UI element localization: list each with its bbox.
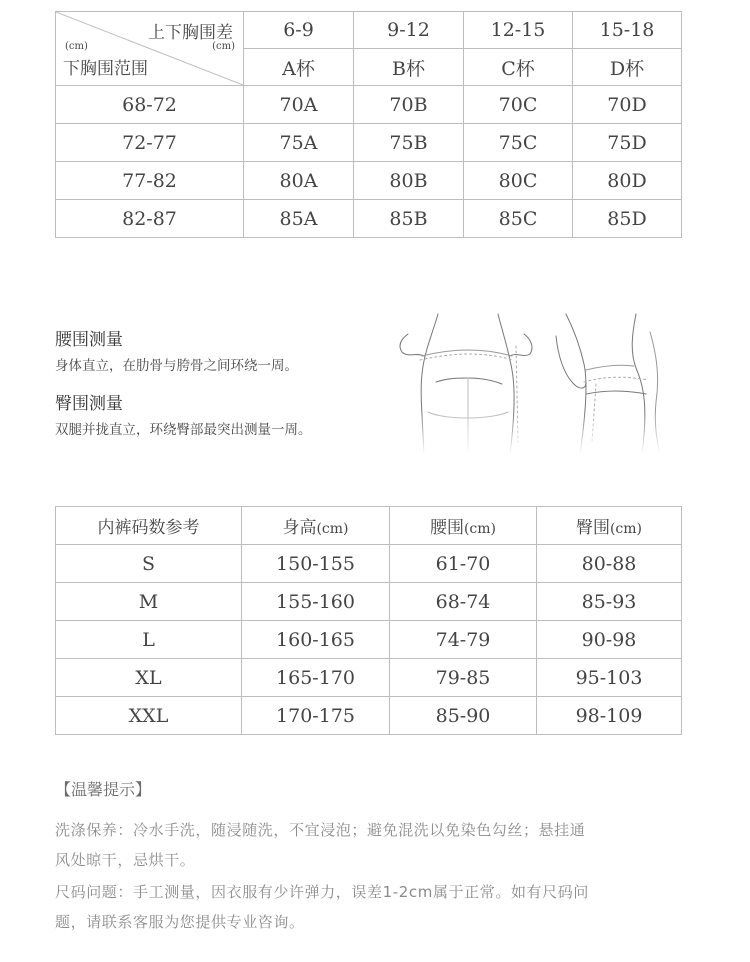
unit-label: (cm) — [609, 521, 643, 537]
bust-difference-label: 上下胸围差 — [148, 23, 233, 43]
bra-size: 70A — [244, 86, 354, 124]
bra-size: 85B — [354, 200, 464, 238]
diff-header: 6-9 — [244, 12, 354, 49]
bra-size: 85D — [573, 200, 682, 238]
underbust-range: 82-87 — [56, 200, 244, 238]
waist-range: 74-79 — [390, 621, 537, 659]
size-code: M — [56, 583, 242, 621]
underbust-range: 77-82 — [56, 162, 244, 200]
table-row — [56, 583, 682, 621]
table-row — [56, 162, 682, 200]
waist-measure-title: 腰围测量 — [55, 330, 123, 350]
table-row — [56, 545, 682, 583]
bra-size: 75C — [464, 124, 573, 162]
tips-title: 【温馨提示】 — [55, 780, 152, 799]
measuring-illustration — [398, 312, 688, 454]
bra-size: 70B — [354, 86, 464, 124]
bra-size-table — [55, 11, 682, 238]
underbust-range: 68-72 — [56, 86, 244, 124]
bra-size: 75D — [573, 124, 682, 162]
waist-range: 85-90 — [390, 697, 537, 735]
wash-tip-line-1: 洗涤保养：冷水手洗，随浸随洗，不宜浸泡；避免混洗以免染色勾丝；悬挂通 — [55, 821, 586, 839]
underbust-range: 72-77 — [56, 124, 244, 162]
height-range: 160-165 — [242, 621, 390, 659]
waist-range: 79-85 — [390, 659, 537, 697]
unit-label-right: (cm) — [212, 41, 235, 52]
hip-measure-block — [55, 389, 312, 438]
unit-label: (cm) — [316, 521, 349, 537]
size-code: XXL — [56, 697, 242, 735]
hip-measure-title: 臀围测量 — [55, 394, 123, 414]
table-row — [56, 621, 682, 659]
waist-measure-desc: 身体直立，在肋骨与胯骨之间环绕一周。 — [55, 358, 298, 374]
diff-header: 12-15 — [464, 12, 573, 49]
table-header-row — [56, 507, 682, 545]
size-code: S — [56, 545, 242, 583]
table-row — [56, 200, 682, 238]
unit-label: (cm) — [463, 521, 497, 537]
bra-size: 70C — [464, 86, 573, 124]
waist-range: 61-70 — [390, 545, 537, 583]
size-tip-line-2: 题，请联系客服为您提供专业咨询。 — [55, 913, 305, 931]
height-range: 150-155 — [242, 545, 390, 583]
unit-label-left: (cm) — [65, 41, 88, 52]
cup-header: A杯 — [244, 49, 354, 86]
table-row — [56, 697, 682, 735]
size-tip-line-1: 尺码问题：手工测量，因衣服有少许弹力，误差1-2cm属于正常。如有尺码问 — [55, 883, 589, 901]
header-height: 身高(cm) — [242, 507, 390, 545]
waist-range: 68-74 — [390, 583, 537, 621]
cup-header: B杯 — [354, 49, 464, 86]
bra-size: 80B — [354, 162, 464, 200]
cup-header: C杯 — [464, 49, 573, 86]
bra-size: 70D — [573, 86, 682, 124]
bra-size: 85A — [244, 200, 354, 238]
header-waist: 腰围(cm) — [390, 507, 537, 545]
hip-range: 90-98 — [537, 621, 682, 659]
hip-range: 95-103 — [537, 659, 682, 697]
wash-tip-line-2: 风处晾干，忌烘干。 — [55, 851, 196, 869]
bra-size: 80A — [244, 162, 354, 200]
size-code: XL — [56, 659, 242, 697]
underbust-range-label: 下胸围范围 — [63, 59, 148, 79]
table-row — [56, 86, 682, 124]
bra-size: 75A — [244, 124, 354, 162]
bra-size: 80D — [573, 162, 682, 200]
hip-measure-desc: 双腿并拢直立，环绕臀部最突出测量一周。 — [55, 422, 312, 438]
table-row — [56, 124, 682, 162]
header-size-ref: 内裤码数参考 — [56, 507, 242, 545]
table-row — [56, 659, 682, 697]
cup-header: D杯 — [573, 49, 682, 86]
bra-size: 80C — [464, 162, 573, 200]
height-range: 155-160 — [242, 583, 390, 621]
height-range: 170-175 — [242, 697, 390, 735]
waist-measure-block — [55, 325, 298, 374]
panty-size-table — [55, 506, 682, 735]
hip-range: 85-93 — [537, 583, 682, 621]
diff-header: 9-12 — [354, 12, 464, 49]
diff-header: 15-18 — [573, 12, 682, 49]
height-range: 165-170 — [242, 659, 390, 697]
corner-header-cell — [56, 12, 244, 86]
bra-size: 75B — [354, 124, 464, 162]
bra-size: 85C — [464, 200, 573, 238]
header-hip: 臀围(cm) — [537, 507, 682, 545]
size-code: L — [56, 621, 242, 659]
hip-range: 98-109 — [537, 697, 682, 735]
hip-range: 80-88 — [537, 545, 682, 583]
